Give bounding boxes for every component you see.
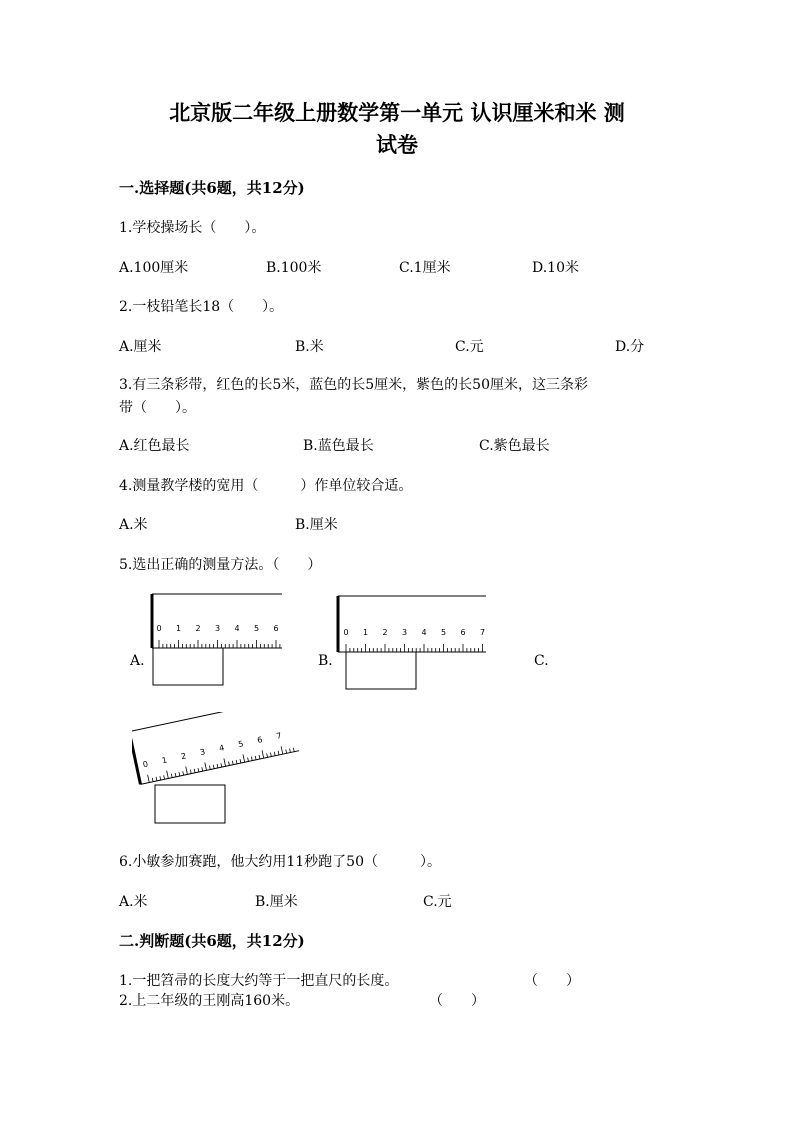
ruler-tick xyxy=(293,748,294,752)
question-1-option-a: A.100厘米 xyxy=(119,260,189,276)
question-2-option-d: D.分 xyxy=(615,339,645,355)
ruler-tick xyxy=(179,772,180,776)
question-2-option-a: A.厘米 xyxy=(119,339,162,355)
ruler-label: 1 xyxy=(161,755,168,766)
ruler-label: 0 xyxy=(343,628,349,637)
ruler-tick xyxy=(281,746,283,754)
question-1-stem: 1.学校操场长（ ）。 xyxy=(119,220,266,236)
ruler-tick xyxy=(167,771,169,779)
ruler-tick xyxy=(209,766,210,770)
ruler-label: 6 xyxy=(273,624,279,633)
ruler-tick xyxy=(262,750,264,758)
object-block-a xyxy=(153,648,223,685)
ruler-b xyxy=(338,596,486,652)
ruler-tick xyxy=(274,752,275,756)
ruler-tick xyxy=(183,771,184,775)
ruler-tick xyxy=(243,754,245,762)
ruler-tick xyxy=(232,761,233,765)
question-3-stem-line2: 带（ ）。 xyxy=(119,400,196,416)
ruler-label: 7 xyxy=(479,628,486,637)
ruler-label: 3 xyxy=(214,624,221,633)
ruler-tick xyxy=(164,775,165,779)
question-5-option-c: C. xyxy=(534,653,549,669)
question-5-option-a: A. xyxy=(130,653,145,669)
ruler-tick xyxy=(217,764,218,768)
ruler-tick xyxy=(290,749,291,753)
ruler-tick xyxy=(160,776,161,780)
ruler-label: 2 xyxy=(195,624,201,633)
ruler-tick xyxy=(152,778,153,782)
ruler-tick xyxy=(221,763,222,767)
question-3-option-a: A.红色最长 xyxy=(119,438,190,454)
judge-1-blank: （ ） xyxy=(524,973,580,989)
question-2-option-b: B.米 xyxy=(295,339,324,355)
ruler-tick xyxy=(286,749,287,753)
question-5-option-b: B. xyxy=(318,653,333,669)
ruler-label: 5 xyxy=(440,628,447,637)
ruler-label: 4 xyxy=(234,624,240,633)
question-3-option-c: C.紫色最长 xyxy=(479,438,550,454)
ruler-a-figure xyxy=(140,588,290,690)
question-6-option-c: C.元 xyxy=(423,894,452,910)
ruler-tick xyxy=(255,756,256,760)
page-title-line2: 试卷 xyxy=(376,132,418,157)
ruler-tick xyxy=(248,758,249,762)
question-3-stem-line1: 3.有三条彩带，红色的长5米，蓝色的长5厘米，紫色的长50厘米，这三条彩 xyxy=(119,377,588,393)
ruler-tick xyxy=(148,775,150,783)
question-4-stem: 4.测量教学楼的宽用（ ）作单位较合适。 xyxy=(119,478,413,494)
ruler-tick xyxy=(194,769,195,773)
ruler-tick xyxy=(190,770,191,774)
ruler-label: 3 xyxy=(401,628,408,637)
ruler-tick xyxy=(175,773,176,777)
ruler-label: 0 xyxy=(141,759,149,770)
question-1-option-d: D.10米 xyxy=(532,260,579,276)
ruler-tick xyxy=(259,755,260,759)
judge-2-stem: 2.上二年级的王刚高160米。 xyxy=(119,993,300,1009)
object-block-c xyxy=(155,785,225,823)
ruler-tick xyxy=(271,753,272,757)
ruler-label: 4 xyxy=(218,743,226,754)
ruler-a xyxy=(152,594,282,648)
question-2-option-c: C.元 xyxy=(455,339,484,355)
ruler-c xyxy=(132,712,299,784)
ruler-b-figure xyxy=(328,590,490,692)
ruler-tick xyxy=(205,763,207,771)
question-5-stem: 5.选出正确的测量方法。（ ） xyxy=(119,557,322,573)
object-block-b xyxy=(346,652,416,689)
question-2-stem: 2.一枝铅笔长18（ ）。 xyxy=(119,299,284,315)
question-1-option-b: B.100米 xyxy=(266,260,322,276)
ruler-label: 3 xyxy=(199,747,207,758)
question-4-option-a: A.米 xyxy=(119,517,148,533)
ruler-tick xyxy=(171,774,172,778)
ruler-tick xyxy=(267,753,268,757)
question-6-stem: 6.小敏参加赛跑，他大约用11秒跑了50（ ）。 xyxy=(119,854,441,870)
section-heading-choice: 一.选择题(共6题，共12分) xyxy=(119,179,305,197)
ruler-tick xyxy=(278,751,279,755)
question-4-option-b: B.厘米 xyxy=(295,517,338,533)
ruler-label: 1 xyxy=(175,624,182,633)
ruler-label: 1 xyxy=(362,628,369,637)
ruler-label: 6 xyxy=(460,628,466,637)
ruler-label: 4 xyxy=(421,628,427,637)
ruler-label: 2 xyxy=(180,751,187,762)
ruler-tick xyxy=(251,757,252,761)
ruler-tick xyxy=(156,777,157,781)
question-3-option-b: B.蓝色最长 xyxy=(303,438,374,454)
ruler-tick xyxy=(213,765,214,769)
ruler-tick xyxy=(236,760,237,764)
question-1-option-c: C.1厘米 xyxy=(399,260,451,276)
ruler-tick xyxy=(186,767,188,775)
ruler-label: 2 xyxy=(382,628,388,637)
ruler-tick xyxy=(240,759,241,763)
page-title: 北京版二年级上册数学第一单元 认识厘米和米 测 xyxy=(169,100,625,125)
section-heading-judge: 二.判断题(共6题，共12分) xyxy=(119,932,305,950)
ruler-label: 5 xyxy=(253,624,260,633)
judge-2-blank: （ ） xyxy=(429,993,485,1009)
ruler-tick xyxy=(198,768,199,772)
judge-1-stem: 1.一把笤帚的长度大约等于一把直尺的长度。 xyxy=(119,973,399,989)
question-6-option-a: A.米 xyxy=(119,894,148,910)
ruler-tick xyxy=(229,762,230,766)
ruler-tick xyxy=(224,758,226,766)
ruler-label: 0 xyxy=(156,624,162,633)
ruler-tick xyxy=(202,767,203,771)
ruler-c-figure xyxy=(132,712,307,828)
ruler-label: 7 xyxy=(275,731,283,741)
ruler-label: 6 xyxy=(256,735,264,746)
question-6-option-b: B.厘米 xyxy=(255,894,298,910)
ruler-label: 5 xyxy=(237,739,245,750)
